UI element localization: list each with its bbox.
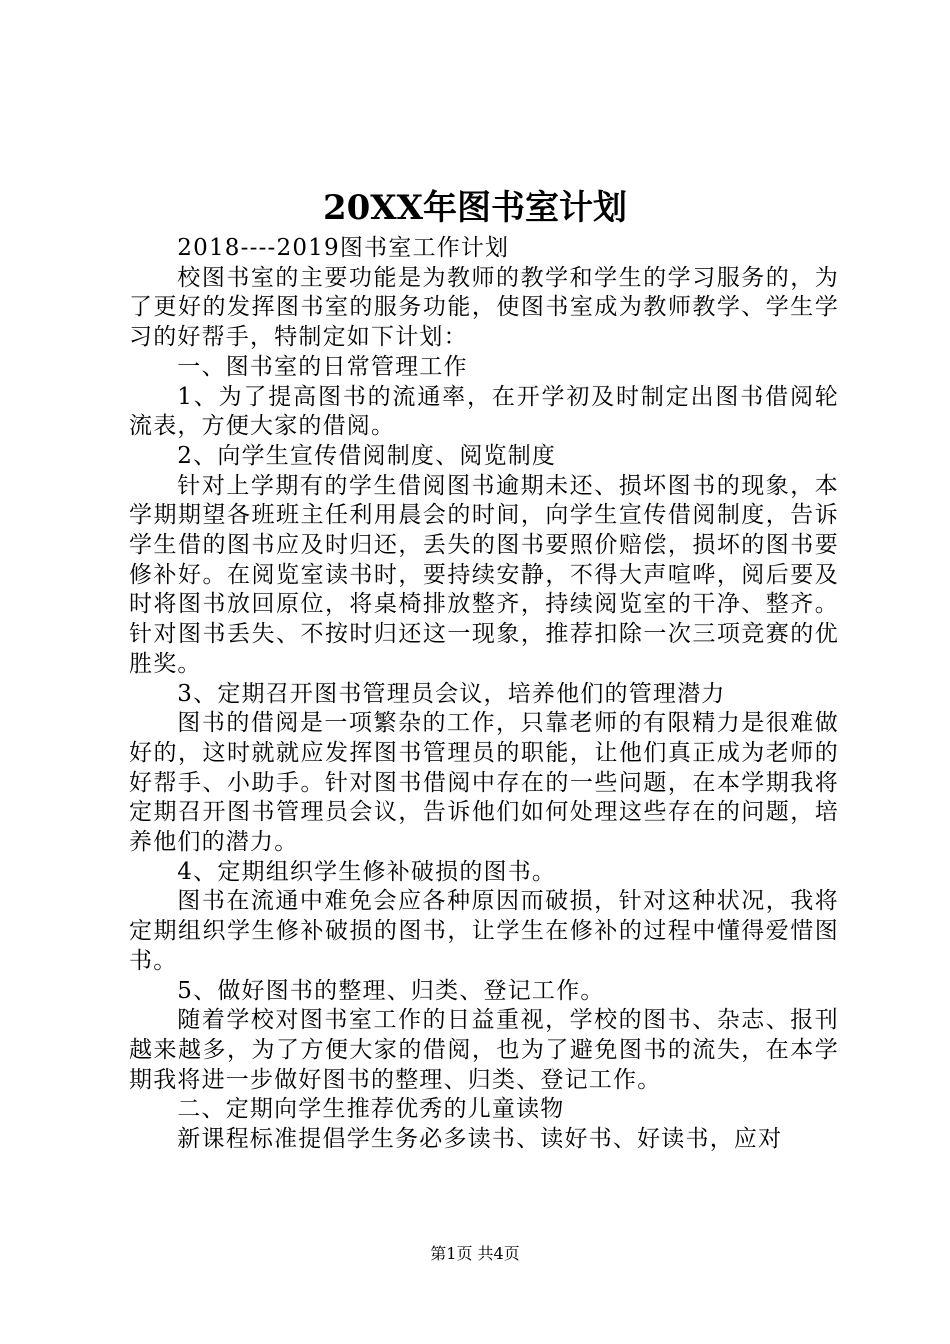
item-3: 3、定期召开图书管理员会议，培养他们的管理潜力: [177, 680, 726, 707]
item-5-detail: 随着学校对图书室工作的日益重视，学校的图书、杂志、报刊越来越多，为了方便大家的借阅，也为了避免图书的流失，在本学期我将进一步做好图书的整理、归类、登记工作。: [129, 1007, 839, 1093]
item-3-detail: 图书的借阅是一项繁杂的工作，只靠老师的有限精力是很难做好的，这时就就应发挥图书管理员的职能，让他们真正成为老师的好帮手、小助手。针对图书借阅中存在的一些问题，在本学期我将定期召开图书管理员会议，告诉他们如何处理这些存在的问题，培养他们的潜力。: [129, 710, 839, 856]
section-2-detail: 新课程标准提倡学生务必多读书、读好书、好读书，应对: [177, 1126, 783, 1153]
item-5: 5、做好图书的整理、归类、登记工作。: [177, 977, 605, 1004]
item-2-detail: 针对上学期有的学生借阅图书逾期未还、损坏图书的现象，本学期期望各班班主任利用晨会的时间，向学生宣传借阅制度，告诉学生借的图书应及时归还，丢失的图书要照价赔偿，损坏的图书要修补好。在阅览室读书时，要持续安静，不得大声喧哗，阅后要及时将图书放回原位，将桌椅排放整齐，持续阅览室的干净、整齐。针对图书丢失、不按时归还这一现象，推荐扣除一次三项竞赛的优胜奖。: [129, 472, 839, 677]
paragraph-intro: 校图书室的主要功能是为教师的教学和学生的学习服务的，为了更好的发挥图书室的服务功能，使图书室成为教师教学、学生学习的好帮手，特制定如下计划：: [129, 264, 839, 351]
item-1: 1、为了提高图书的流通率，在开学初及时制定出图书借阅轮流表，方便大家的借阅。: [129, 383, 839, 440]
item-4: 4、定期组织学生修补破损的图书。: [177, 858, 557, 885]
page-footer: 第1页 共4页: [430, 1244, 520, 1263]
document-body: [129, 234, 839, 1155]
paragraph-heading-plan: 2018----2019图书室工作计划: [177, 235, 510, 261]
item-2: 2、向学生宣传借阅制度、阅览制度: [177, 442, 557, 469]
section-heading-1: 一、图书室的日常管理工作: [177, 353, 468, 380]
document-title: 20XX年图书室计划: [322, 188, 628, 228]
section-heading-2: 二、定期向学生推荐优秀的儿童读物: [177, 1096, 565, 1123]
item-4-detail: 图书在流通中难免会应各种原因而破损，针对这种状况，我将定期组织学生修补破损的图书，让学生在修补的过程中懂得爱惜图书。: [129, 888, 839, 974]
